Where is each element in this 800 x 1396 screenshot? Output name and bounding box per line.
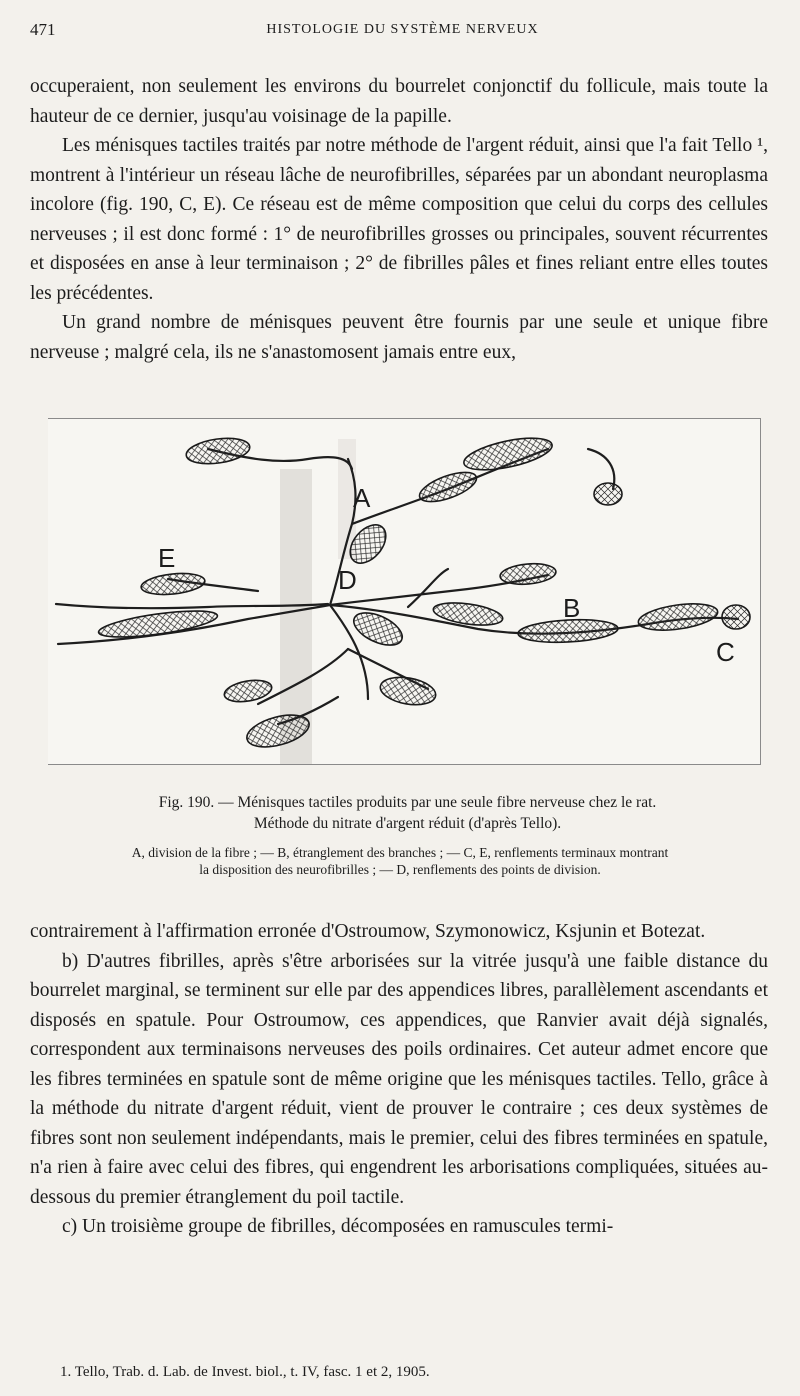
paragraph: contrairement à l'affirmation erronée d'Ostroumow, Szymonowicz, Ksjunin et Botezat.	[30, 921, 706, 942]
footnote: 1. Tello, Trab. d. Lab. de Invest. biol., t. IV, fasc. 1 et 2, 1905.	[60, 1364, 430, 1380]
body-text-bottom	[30, 917, 768, 1242]
legend-line-1: A, division de la fibre ; — B, étranglement des branches ; — C, E, renflements terminaux montrant	[131, 845, 669, 860]
figure-caption	[50, 792, 765, 834]
label-C: C	[716, 637, 735, 667]
paragraph: Un grand nombre de ménisques peuvent être fournis par une seule et unique fibre nerveuse ; malgré cela, ils ne s'anastomosent jamais entre eux,	[30, 312, 768, 363]
label-B: B	[563, 593, 581, 623]
figure-190-illustration	[48, 418, 761, 765]
body-text-top	[30, 72, 768, 367]
label-A: A	[353, 483, 371, 513]
label-D: D	[338, 565, 357, 595]
page-number: 471	[30, 20, 56, 39]
legend-line-2: la disposition des neurofibrilles ; — D, renflements des points de division.	[199, 862, 601, 877]
running-title: HISTOLOGIE DU SYSTÈME NERVEUX	[266, 22, 539, 37]
paragraph: Les ménisques tactiles traités par notre méthode de l'argent réduit, ainsi que l'a fait Tello ¹, montrent à l'intérieur un réseau lâche de neurofibrilles, séparées par un abondant neuroplasma incolore (fig. 190, C, E). Ce réseau est de même composition que celui du corps des cellules nerveuses ; il est donc formé : 1° de neurofibrilles grosses ou principales, souvent récurrentes et disposées en anse à leur terminaison ; 2° de fibrilles pâles et fines reliant entre elles toutes les précédentes.	[30, 135, 768, 304]
paragraph: occuperaient, non seulement les environs du bourrelet conjonctif du follicule, mais toute la hauteur de ce dernier, jusqu'au voisinage de la papille.	[30, 76, 768, 127]
figure-legend	[30, 844, 770, 878]
page-header	[30, 20, 775, 44]
paragraph: b) D'autres fibrilles, après s'être arborisées sur la vitrée jusqu'à une faible distance du bourrelet marginal, se terminent sur elle par des appendices libres, parallèlement ascendants et disposés en spatule. Pour Ostroumow, ces appendices, que Ranvier avait déjà signalés, correspondent aux terminaisons nerveuses des poils ordinaires. Cet auteur admet encore que les fibres terminées en spatule sont de même origine que les ménisques tactiles. Tello, grâce à la méthode du nitrate d'argent réduit, vient de prouver le contraire ; ces deux systèmes de fibres sont non seulement indépendants, mais le premier, celui des fibres terminées en spatule, n'a rien à faire avec celui des fibres, qui engendrent les arborisations compliquées, situées au-dessous du premier étranglement du poil tactile.	[30, 950, 768, 1208]
label-E: E	[158, 543, 176, 573]
paragraph: c) Un troisième groupe de fibrilles, décomposées en ramuscules termi-	[62, 1216, 614, 1237]
caption-line-2: Méthode du nitrate d'argent réduit (d'après Tello).	[253, 815, 562, 832]
caption-line-1: Fig. 190. — Ménisques tactiles produits par une seule fibre nerveuse chez le rat.	[158, 794, 657, 811]
